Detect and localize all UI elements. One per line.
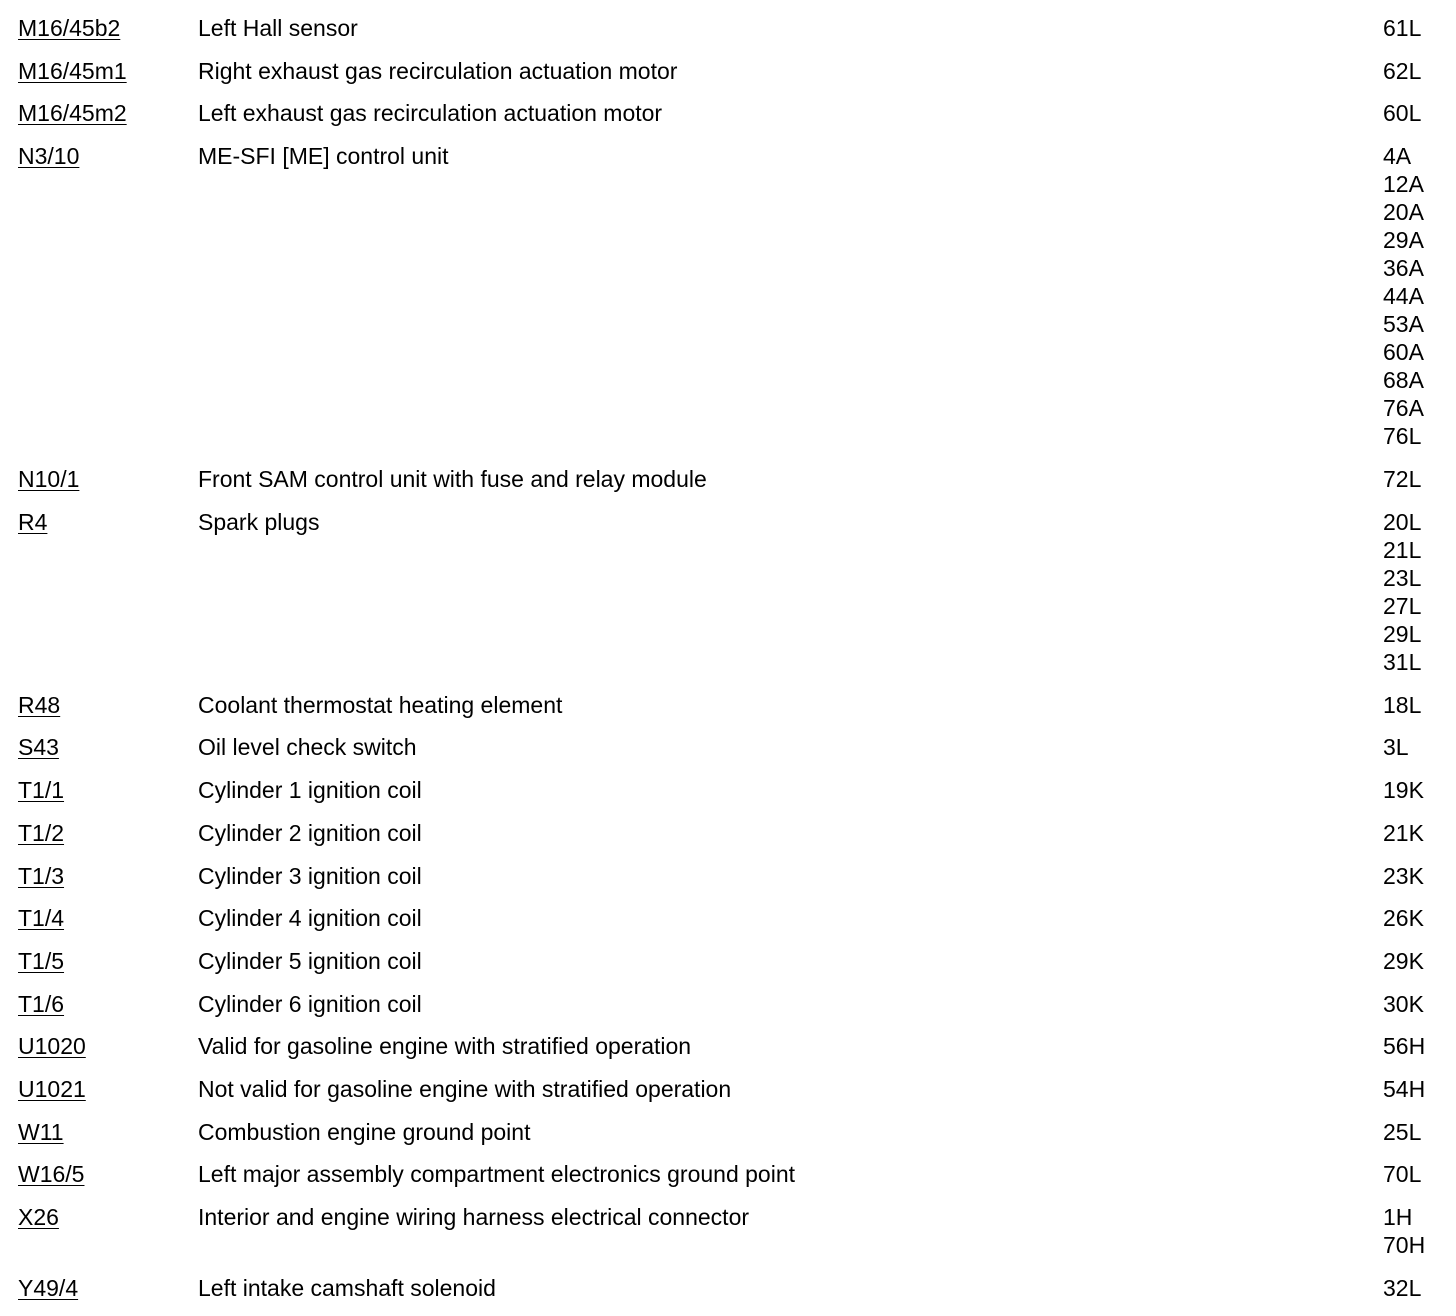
grid-location: 4A: [1383, 143, 1412, 170]
grid-location: 18L: [1383, 691, 1422, 718]
component-description: Combustion engine ground point: [198, 1118, 531, 1145]
legend-row: [0, 989, 1456, 1032]
grid-location-list: [1383, 508, 1421, 676]
component-code-link[interactable]: N10/1: [18, 466, 80, 493]
grid-location: 19K: [1383, 777, 1424, 804]
legend-row: [0, 1202, 1456, 1273]
grid-location-list: [1383, 1075, 1425, 1103]
component-code-link[interactable]: T1/4: [18, 905, 65, 932]
grid-location-list: [1383, 1274, 1421, 1302]
grid-location: 76L: [1383, 423, 1422, 450]
grid-location: 12A: [1383, 171, 1424, 198]
legend-row: [0, 690, 1456, 733]
grid-location: 20L: [1383, 508, 1422, 535]
legend-row: [0, 1117, 1456, 1160]
component-code-link[interactable]: M16/45m1: [18, 57, 127, 84]
legend-row: [0, 903, 1456, 946]
grid-location: 29L: [1383, 620, 1422, 647]
component-code-link[interactable]: T1/1: [18, 777, 65, 804]
grid-location-list: [1383, 819, 1424, 847]
component-description: Cylinder 6 ignition coil: [198, 990, 422, 1017]
grid-location: 21K: [1383, 819, 1424, 846]
grid-location-list: [1383, 733, 1409, 761]
grid-location-list: [1383, 990, 1424, 1018]
grid-location-list: [1383, 465, 1421, 493]
legend-row: [0, 507, 1456, 690]
grid-location-list: [1383, 1118, 1421, 1146]
component-code-link[interactable]: U1020: [18, 1033, 86, 1060]
component-description: Cylinder 3 ignition coil: [198, 862, 422, 889]
grid-location: 61L: [1383, 15, 1422, 41]
grid-location: 36A: [1383, 255, 1424, 282]
legend-row: [0, 98, 1456, 141]
grid-location-list: [1383, 57, 1421, 85]
component-code-link[interactable]: W11: [18, 1118, 64, 1145]
grid-location: 32L: [1383, 1275, 1422, 1301]
grid-location: 3L: [1383, 734, 1409, 761]
component-description: Valid for gasoline engine with stratified operation: [198, 1033, 692, 1060]
component-code-link[interactable]: S43: [18, 734, 59, 761]
component-code-link[interactable]: M16/45b2: [18, 15, 121, 41]
legend-row: [0, 861, 1456, 904]
component-code-link[interactable]: T1/6: [18, 990, 65, 1017]
component-description: Cylinder 1 ignition coil: [198, 777, 422, 804]
component-code-link[interactable]: Y49/4: [18, 1275, 79, 1301]
grid-location: 76A: [1383, 395, 1424, 422]
legend-row: [0, 56, 1456, 99]
grid-location-list: [1383, 1032, 1425, 1060]
grid-location: 68A: [1383, 367, 1424, 394]
grid-location-list: [1383, 904, 1424, 932]
legend-row: [0, 1273, 1456, 1316]
component-description: Spark plugs: [198, 508, 320, 535]
component-code-link[interactable]: T1/2: [18, 819, 65, 846]
grid-location: 62L: [1383, 57, 1422, 84]
grid-location-list: [1383, 142, 1424, 450]
legend-row: [0, 141, 1456, 464]
component-code-link[interactable]: X26: [18, 1204, 59, 1230]
component-description: Coolant thermostat heating element: [198, 691, 563, 718]
component-code-link[interactable]: R48: [18, 691, 61, 718]
grid-location: 29K: [1383, 947, 1424, 974]
component-description: Interior and engine wiring harness electrical connector: [198, 1204, 750, 1230]
component-code-link[interactable]: N3/10: [18, 143, 80, 170]
component-description: Cylinder 5 ignition coil: [198, 947, 422, 974]
component-description: Front SAM control unit with fuse and relay module: [198, 466, 707, 493]
component-description: ME-SFI [ME] control unit: [198, 143, 449, 170]
component-description: Left major assembly compartment electronics ground point: [198, 1161, 796, 1188]
grid-location-list: [1383, 14, 1421, 42]
grid-location: 20A: [1383, 199, 1424, 226]
legend-row: [0, 775, 1456, 818]
component-description: Not valid for gasoline engine with stratified operation: [198, 1075, 732, 1102]
legend-row: [0, 1159, 1456, 1202]
grid-location: 54H: [1383, 1075, 1426, 1102]
grid-location: 23K: [1383, 862, 1424, 889]
component-description: Left intake camshaft solenoid: [198, 1275, 496, 1301]
grid-location: 70L: [1383, 1161, 1422, 1188]
component-code-link[interactable]: R4: [18, 508, 48, 535]
grid-location: 1H: [1383, 1204, 1413, 1230]
grid-location-list: [1383, 99, 1421, 127]
grid-location: 27L: [1383, 592, 1422, 619]
component-code-link[interactable]: T1/3: [18, 862, 65, 889]
grid-location: 56H: [1383, 1033, 1426, 1060]
grid-location: 30K: [1383, 990, 1424, 1017]
legend-row: [0, 1074, 1456, 1117]
legend-row: [0, 946, 1456, 989]
grid-location-list: [1383, 776, 1424, 804]
grid-location: 21L: [1383, 536, 1422, 563]
component-code-link[interactable]: U1021: [18, 1075, 86, 1102]
component-description: Left Hall sensor: [198, 15, 358, 41]
grid-location: 53A: [1383, 311, 1424, 338]
grid-location: 26K: [1383, 905, 1424, 932]
component-description: Left exhaust gas recirculation actuation motor: [198, 100, 663, 127]
component-description: Cylinder 4 ignition coil: [198, 905, 422, 932]
grid-location-list: [1383, 947, 1424, 975]
grid-location: 29A: [1383, 227, 1424, 254]
grid-location-list: [1383, 862, 1424, 890]
grid-location-list: [1383, 1160, 1421, 1188]
component-code-link[interactable]: M16/45m2: [18, 100, 127, 127]
grid-location: 25L: [1383, 1118, 1422, 1145]
component-code-link[interactable]: T1/5: [18, 947, 65, 974]
grid-location: 72L: [1383, 466, 1422, 493]
grid-location-list: [1383, 691, 1421, 719]
grid-location: 60A: [1383, 339, 1424, 366]
component-description: Cylinder 2 ignition coil: [198, 819, 422, 846]
legend-row: [0, 13, 1456, 56]
grid-location-list: [1383, 1203, 1425, 1259]
legend-row: [0, 818, 1456, 861]
grid-location: 23L: [1383, 564, 1422, 591]
legend-row: [0, 464, 1456, 507]
grid-location: 44A: [1383, 283, 1424, 310]
legend-row: [0, 1031, 1456, 1074]
component-description: Right exhaust gas recirculation actuation motor: [198, 57, 678, 84]
grid-location: 60L: [1383, 100, 1422, 127]
grid-location: 31L: [1383, 648, 1422, 675]
grid-location: 70H: [1383, 1232, 1426, 1258]
legend-row: [0, 732, 1456, 775]
component-description: Oil level check switch: [198, 734, 417, 761]
component-code-link[interactable]: W16/5: [18, 1161, 85, 1188]
